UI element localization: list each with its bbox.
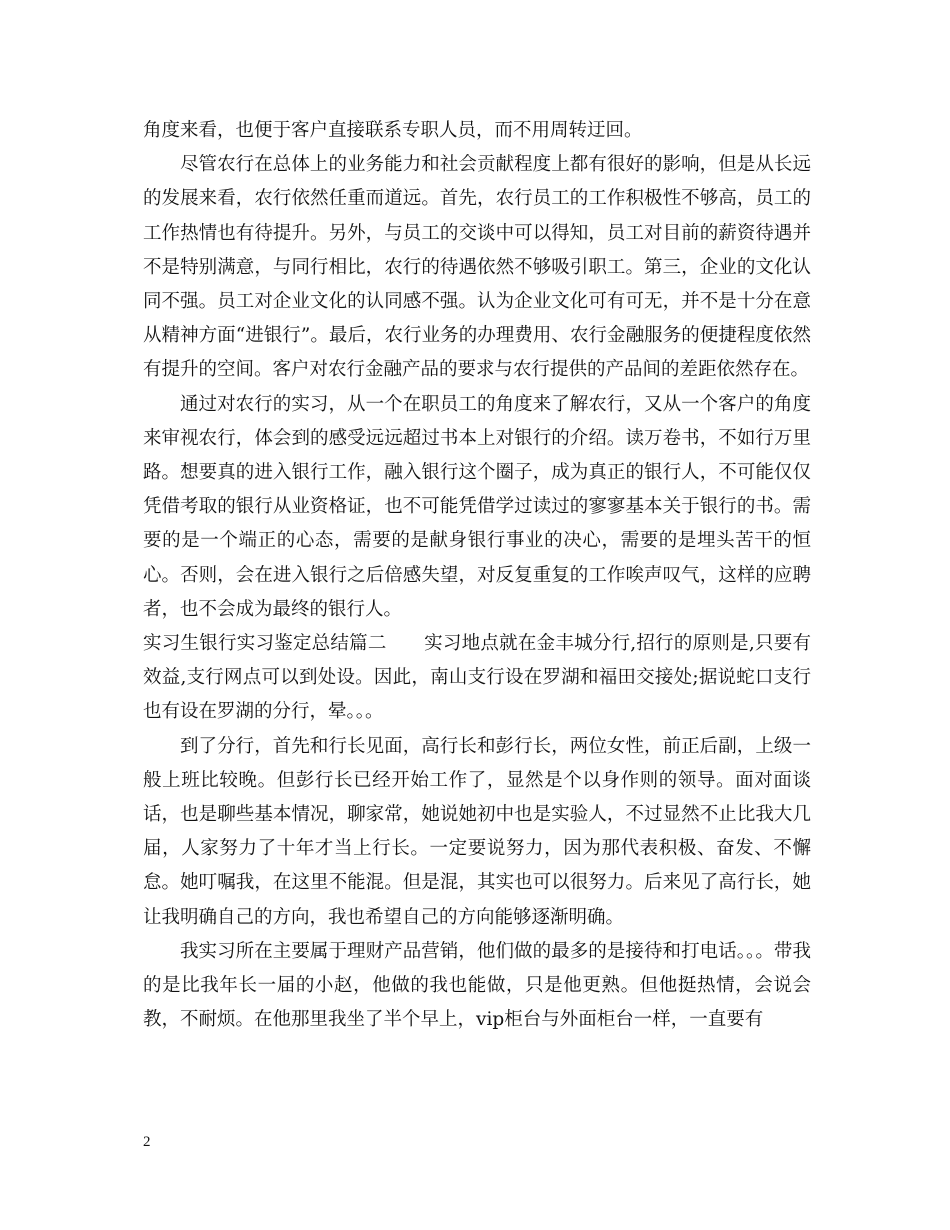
paragraph-section-two-intro: 实习生银行实习鉴定总结篇二 实习地点就在金丰城分行,招行的原则是,只要有效益,支行网点可以到处设。因此，南山支行设在罗湖和福田交接处;据说蛇口支行也有设在罗湖的分行，晕。。。	[143, 633, 811, 723]
page-number: 2	[143, 1134, 151, 1150]
paragraph-reflection: 通过对农行的实习，从一个在职员工的角度来了解农行，又从一个客户的角度来审视农行，体会到的感受远远超过书本上对银行的介绍。读万卷书，不如行万里路。想要真的进入银行工作，融入银行这个圈子，成为真正的银行人，不可能仅仅凭借考取的银行从业资格证，也不可能凭借学过读过的寥寥基本关于银行的书。需要的是一个端正的心态，需要的是献身银行事业的决心，需要的是埋头苦干的恒心。否则，会在进入银行之后倍感失望，对反复重复的工作唉声叹气，这样的应聘者，也不会成为最终的银行人。	[143, 393, 811, 620]
paragraph-challenges: 尽管农行在总体上的业务能力和社会贡献程度上都有很好的影响，但是从长远的发展来看，农行依然任重而道远。首先，农行员工的工作积极性不够高，员工的工作热情也有待提升。另外，与员工的交谈中可以得知，员工对目前的薪资待遇并不是特别满意，与同行相比，农行的待遇依然不够吸引职工。第三，企业的文化认同不强。员工对企业文化的认同感不强。认为企业文化可有可无，并不是十分在意从精神方面“进银行”。最后，农行业务的办理费用、农行金融服务的便捷程度依然有提升的空间。客户对农行金融产品的要求与农行提供的产品间的差距依然存在。	[143, 154, 811, 381]
document-body	[143, 114, 811, 1037]
paragraph-internship-work: 我实习所在主要属于理财产品营销，他们做的最多的是接待和打电话。。。带我的是比我年长一届的小赵，他做的我也能做，只是他更熟。但他挺热情，会说会教，不耐烦。在他那里我坐了半个早上，vip柜台与外面柜台一样，一直要有	[143, 940, 811, 1031]
paragraph-meeting-managers: 到了分行，首先和行长见面，高行长和彭行长，两位女性，前正后副，上级一般上班比较晚。但彭行长已经开始工作了，显然是个以身作则的领导。面对面谈话，也是聊些基本情况，聊家常，她说她初中也是实验人，不过显然不止比我大几届，人家努力了十年才当上行长。一定要说努力，因为那代表积极、奋发、不懈怠。她叮嘱我，在这里不能混。但是混，其实也可以很努力。后来见了高行长，她让我明确自己的方向，我也希望自己的方向能够逐渐明确。	[143, 735, 811, 928]
paragraph-continuation: 角度来看，也便于客户直接联系专职人员，而不用周转迂回。	[143, 120, 643, 141]
